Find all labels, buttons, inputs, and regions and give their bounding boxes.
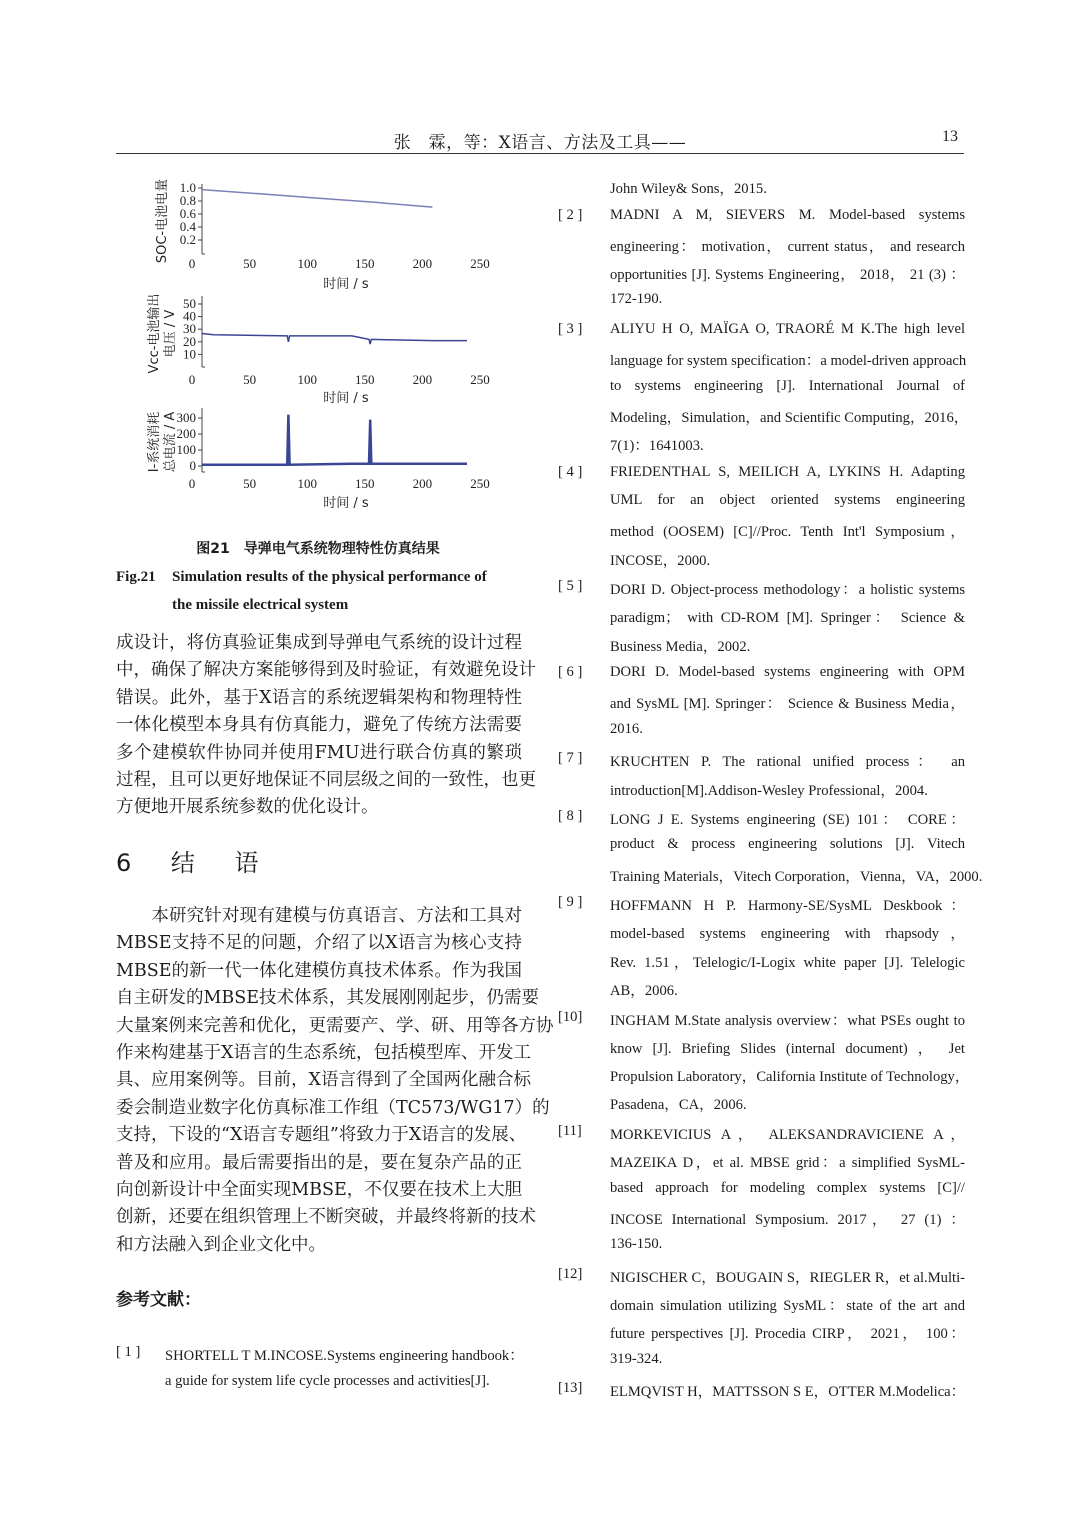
series-line bbox=[202, 415, 467, 465]
reference-line: Propulsion Laboratory，California Institute of Technology， bbox=[610, 1069, 970, 1086]
figure-caption-en bbox=[116, 563, 526, 619]
reference-number: [ 9 ] bbox=[558, 894, 583, 911]
figure-caption-en-line-2: the missile electrical system bbox=[172, 597, 349, 613]
reference-line: ELMQVIST H，MATTSSON S E，OTTER M.Modelica： bbox=[610, 1384, 966, 1400]
y-tick-label: 0.8 bbox=[179, 193, 196, 208]
y-tick-label: 200 bbox=[176, 426, 196, 441]
reference-number: [ 6 ] bbox=[558, 664, 583, 681]
reference-number: [ 2 ] bbox=[558, 206, 583, 223]
reference-line: model-based systems engineering with rhapsody， bbox=[610, 926, 965, 943]
y-tick-label: 0.6 bbox=[179, 206, 196, 221]
x-tick-label: 200 bbox=[412, 476, 433, 491]
y-tick-label: 10 bbox=[183, 346, 196, 362]
reference-line: 319-324. bbox=[610, 1350, 663, 1367]
reference-line: INCOSE，2000. bbox=[610, 552, 711, 569]
text-line: 成设计，将仿真验证集成到导弹电气系统的设计过程 bbox=[116, 633, 522, 653]
section-title: 6 结 语 bbox=[116, 849, 275, 877]
body-paragraph-1 bbox=[116, 630, 536, 822]
x-tick-label: 150 bbox=[355, 256, 375, 271]
body-paragraph-2 bbox=[116, 903, 554, 1259]
y-tick-label: 1.0 bbox=[179, 180, 196, 195]
y-tick-label: 0 bbox=[189, 458, 196, 473]
reference-line: AB，2006. bbox=[610, 983, 678, 999]
x-tick-label: 0 bbox=[188, 372, 196, 387]
x-axis-label: 时间 / s bbox=[323, 496, 369, 511]
text-line: 错误。此外，基于X语言的系统逻辑架构和物理特性 bbox=[116, 687, 522, 708]
reference-line: 2016. bbox=[610, 720, 643, 737]
reference-line: future perspectives [J]. Procedia CIRP， 2021， 100： bbox=[610, 1326, 965, 1343]
reference-line: based approach for modeling complex systems [C]// bbox=[610, 1179, 965, 1196]
x-tick-label: 250 bbox=[470, 256, 490, 271]
reference-line: domain simulation utilizing SysML：state of the art and bbox=[610, 1297, 965, 1314]
page-number: 13 bbox=[942, 128, 958, 145]
reference-line: NIGISCHER C，BOUGAIN S，RIEGLER R，et al.Multi- bbox=[610, 1269, 965, 1286]
text-line: 方便地开展系统参数的优化设计。 bbox=[116, 797, 379, 818]
reference-line: 172-190. bbox=[610, 291, 663, 308]
reference-number: [13] bbox=[558, 1380, 583, 1396]
x-tick-label: 100 bbox=[297, 476, 317, 491]
header-rule bbox=[116, 153, 964, 154]
x-tick-label: 100 bbox=[297, 372, 317, 387]
reference-line: DORI D. Object-process methodology：a holistic systems bbox=[610, 582, 965, 598]
figure-21-charts bbox=[116, 172, 526, 522]
reference-line: Training Materials，Vitech Corporation，Vienna，VA，2000. bbox=[610, 868, 983, 885]
reference-line: to systems engineering [J]. International Journal of bbox=[610, 377, 965, 394]
x-tick-label: 50 bbox=[243, 256, 257, 271]
reference-line: John Wiley& Sons，2015. bbox=[610, 181, 767, 197]
figure-caption-cn: 图21 导弹电气系统物理特性仿真结果 bbox=[196, 541, 440, 557]
reference-line: 136-150. bbox=[610, 1236, 663, 1253]
text-line: 向创新设计中全面实现MBSE，不仅要在技术上大胆 bbox=[116, 1180, 522, 1201]
reference-line: Business Media，2002. bbox=[610, 638, 751, 655]
y-axis-label: 总电流 / A bbox=[163, 411, 178, 473]
x-tick-label: 0 bbox=[188, 256, 196, 271]
reference-number: [12] bbox=[558, 1265, 583, 1282]
reference-number: [ 4 ] bbox=[558, 463, 583, 480]
x-axis-label: 时间 / s bbox=[323, 391, 369, 406]
text-line: 过程，且可以更好地保证不同层级之间的一致性，也更 bbox=[116, 770, 536, 791]
reference-line: LONG J E. Systems engineering (SE) 101： CORE： bbox=[610, 812, 965, 828]
y-axis-label: Vcc-电池输出 bbox=[147, 293, 162, 374]
reference-line: ALIYU H O, MAÏGA O, TRAORÉ M K.The high level bbox=[610, 320, 965, 337]
y-tick-label: 20 bbox=[183, 333, 196, 349]
reference-line: paradigm； with CD-ROM [M]. Springer： Science & bbox=[610, 610, 965, 627]
x-tick-label: 150 bbox=[355, 476, 375, 491]
text-line: 作来构建基于X语言的生态系统，包括模型库、开发工 bbox=[116, 1043, 531, 1064]
x-tick-label: 0 bbox=[188, 476, 196, 491]
text-line: 委会制造业数字化仿真标准工作组（TC573/WG17）的 bbox=[116, 1097, 550, 1118]
reference-line: method (OOSEM) [C]//Proc. Tenth Int'l Symposium， bbox=[610, 524, 965, 541]
reference-number: [11] bbox=[558, 1122, 582, 1139]
reference-number: [ 7 ] bbox=[558, 750, 583, 767]
reference-line: HOFFMANN H P. Harmony-SE/SysML Deskbook： bbox=[610, 898, 965, 915]
reference-number: [ 1 ] bbox=[116, 1344, 141, 1360]
y-tick-label: 100 bbox=[176, 442, 196, 457]
reference-line: MORKEVICIUS A， ALEKSANDRAVICIENE A， bbox=[610, 1126, 965, 1143]
text-line: 一体化模型本身具有仿真能力，避免了传统方法需要 bbox=[116, 715, 522, 736]
reference-line: know [J]. Briefing Slides (internal document) ， Jet bbox=[610, 1040, 965, 1057]
reference-line: and SysML [M]. Springer： Science & Business Media， bbox=[610, 696, 965, 713]
reference-number: [10] bbox=[558, 1008, 583, 1025]
text-line: 大量案例来完善和优化，更需要产、学、研、用等各方协 bbox=[116, 1015, 554, 1036]
x-tick-label: 50 bbox=[243, 476, 257, 491]
reference-line: Modeling，Simulation，and Scientific Computing，2016， bbox=[610, 409, 969, 426]
series-line bbox=[202, 190, 432, 208]
y-tick-label: 0.2 bbox=[179, 232, 196, 247]
text-line: 中，确保了解决方案能够得到及时验证，有效避免设计 bbox=[116, 660, 536, 681]
x-tick-label: 250 bbox=[470, 372, 490, 387]
x-tick-label: 150 bbox=[355, 372, 375, 387]
text-line: 自主研发的MBSE技术体系，其发展刚刚起步，仍需要 bbox=[116, 988, 540, 1009]
reference-line: 7(1)：1641003. bbox=[610, 438, 704, 455]
reference-number: [ 8 ] bbox=[558, 808, 583, 824]
reference-line: a guide for system life cycle processes and activities[J]. bbox=[165, 1372, 490, 1389]
reference-line: MADNI A M, SIEVERS M. Model-based systems bbox=[610, 206, 965, 223]
reference-line: language for system specification：a model-driven approach bbox=[610, 353, 967, 370]
text-line: 多个建模软件协同并使用FMU进行联合仿真的繁琐 bbox=[116, 742, 522, 763]
x-tick-label: 200 bbox=[412, 256, 433, 271]
y-tick-label: 0.4 bbox=[179, 219, 196, 234]
y-tick-label: 300 bbox=[176, 410, 196, 425]
text-line: MBSE支持不足的问题，介绍了以X语言为核心支持 bbox=[116, 933, 522, 954]
text-line: 创新，还要在组织管理上不断突破，并最终将新的技术 bbox=[116, 1207, 536, 1228]
y-tick-label: 40 bbox=[183, 308, 196, 324]
series-line bbox=[202, 334, 467, 345]
reference-line: DORI D. Model-based systems engineering with OPM bbox=[610, 664, 965, 681]
reference-line: Pasadena，CA，2006. bbox=[610, 1097, 747, 1114]
references-title: 参考文献： bbox=[116, 1290, 201, 1310]
reference-number: [ 5 ] bbox=[558, 578, 583, 594]
reference-line: INCOSE International Symposium. 2017， 27 (1) ： bbox=[610, 1211, 965, 1228]
text-line: 支持，下设的“X语言专题组”将致力于X语言的发展、 bbox=[116, 1125, 527, 1146]
reference-line: INGHAM M.State analysis overview：what PSEs ought to bbox=[610, 1012, 965, 1029]
x-tick-label: 250 bbox=[470, 476, 490, 491]
figure-caption-en-label: Fig.21 bbox=[116, 569, 156, 585]
reference-line: SHORTELL T M.INCOSE.Systems engineering handbook： bbox=[165, 1348, 524, 1364]
y-axis-label: SOC-电池电量 bbox=[155, 178, 170, 264]
y-tick-label: 50 bbox=[183, 296, 196, 311]
reference-line: product & process engineering solutions [J]. Vitech bbox=[610, 836, 965, 853]
reference-number: [ 3 ] bbox=[558, 320, 583, 337]
reference-line: Rev. 1.51，Telelogic/I-Logix white paper [J]. Telelogic bbox=[610, 954, 965, 971]
text-line: 和方法融入到企业文化中。 bbox=[116, 1234, 326, 1255]
running-title: 张 霖，等：X语言、方法及工具—— bbox=[393, 133, 687, 153]
text-line: 本研究针对现有建模与仿真语言、方法和工具对 bbox=[116, 906, 522, 926]
y-tick-label: 30 bbox=[183, 321, 196, 337]
text-line: MBSE的新一代一体化建模仿真技术体系。作为我国 bbox=[116, 960, 522, 981]
reference-line: UML for an object oriented systems engineering bbox=[610, 491, 965, 508]
x-tick-label: 100 bbox=[297, 256, 317, 271]
reference-line: MAZEIKA D，et al. MBSE grid：a simplified SysML- bbox=[610, 1155, 965, 1172]
text-line: 具、应用案例等。目前，X语言得到了全国两化融合标 bbox=[116, 1070, 531, 1091]
reference-line: introduction[M].Addison-Wesley Professional，2004. bbox=[610, 782, 928, 799]
y-axis-label: I-系统消耗 bbox=[147, 411, 162, 473]
text-line: 普及和应用。最后需要指出的是，要在复杂产品的正 bbox=[116, 1152, 522, 1173]
reference-line: KRUCHTEN P. The rational unified process： an bbox=[610, 754, 965, 771]
x-tick-label: 50 bbox=[243, 372, 257, 387]
reference-line: FRIEDENTHAL S, MEILICH A, LYKINS H. Adapting bbox=[610, 463, 965, 480]
y-axis-label: 电压 / V bbox=[163, 309, 178, 358]
x-tick-label: 200 bbox=[412, 372, 433, 387]
figure-caption-en-line-1: Simulation results of the physical performance of bbox=[172, 569, 487, 585]
x-axis-label: 时间 / s bbox=[323, 277, 369, 292]
reference-line: engineering： motivation， current status， and research bbox=[610, 238, 965, 255]
reference-line: opportunities [J]. Systems Engineering， 2018， 21 (3) ： bbox=[610, 267, 965, 284]
